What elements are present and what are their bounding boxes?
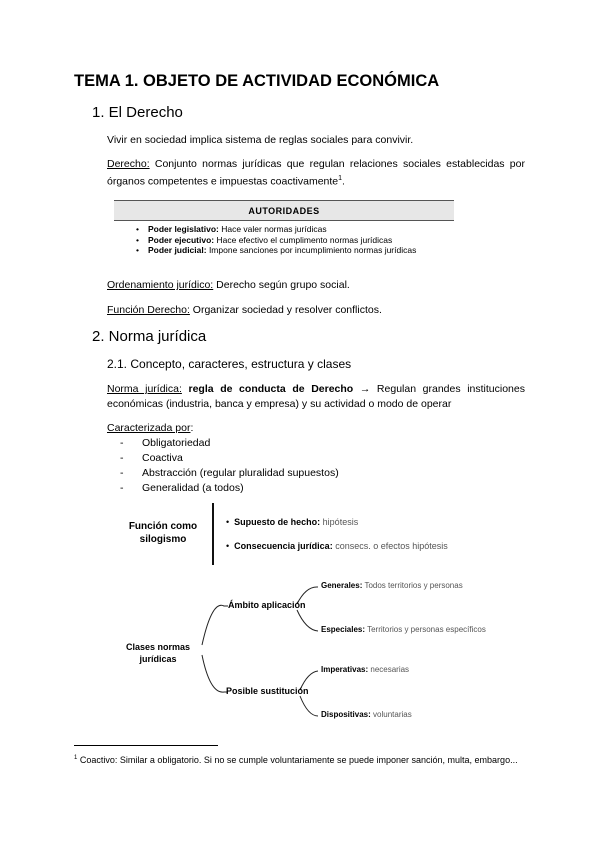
footnote-ref[interactable]: 1 (338, 174, 343, 182)
list-item: - Abstracción (regular pluralidad supuestos) (120, 466, 339, 481)
autoridad-term: Poder legislativo: (148, 224, 219, 234)
footnote (74, 752, 524, 767)
branch-ambito: Ámbito aplicación (228, 600, 306, 610)
leaf-generales (321, 581, 463, 590)
silogismo-label-line1: Función como (128, 521, 198, 532)
footnote-number: 1 (74, 755, 78, 761)
section-heading-derecho: 1. El Derecho (92, 104, 183, 121)
silogismo-term: Supuesto de hecho: (234, 517, 321, 527)
list-item: - Obligatoriedad (120, 436, 339, 451)
connector-ambito-especiales (297, 610, 318, 631)
norma-term: Norma jurídica: (107, 383, 182, 395)
connector-sustitucion-dispositivas (300, 696, 318, 716)
caracterizada-term: Caracterizada por (107, 422, 191, 434)
autoridad-term: Poder judicial: (148, 245, 207, 255)
autoridad-desc: Impone sanciones por incumplimiento normas jurídicas (206, 245, 417, 255)
funcion-term: Función Derecho: (107, 304, 190, 316)
page-title: TEMA 1. OBJETO DE ACTIVIDAD ECONÓMICA (74, 72, 440, 90)
subsection-heading: 2.1. Concepto, caracteres, estructura y clases (107, 357, 352, 371)
leaf-desc: Territorios y personas específicos (365, 625, 486, 634)
intro-paragraph: Vivir en sociedad implica sistema de reglas sociales para convivir. (107, 134, 414, 146)
silogismo-desc: hipótesis (320, 517, 359, 527)
leaf-desc: voluntarias (370, 710, 412, 719)
autoridad-desc: Hace valer normas jurídicas (218, 224, 327, 234)
leaf-especiales (321, 625, 486, 634)
leaf-desc: necesarias (368, 665, 410, 674)
leaf-desc: Todos territorios y personas (362, 581, 463, 590)
connector-root-ambito (202, 605, 228, 645)
leaf-imperativas (321, 665, 409, 674)
autoridad-desc: Hace efectivo el cumplimento normas jurídicas (214, 234, 393, 245)
list-item: - Coactiva (120, 451, 339, 466)
leaf-dispositivas (321, 710, 412, 719)
norma-bold: regla de conducta de Derecho (181, 383, 354, 395)
autoridad-term: Poder ejecutivo: (148, 234, 215, 245)
autoridades-header: AUTORIDADES (114, 200, 454, 221)
silogismo-label-line2: silogismo (139, 534, 187, 545)
list-item: - Generalidad (a todos) (120, 481, 339, 496)
caracterizada-colon: : (190, 422, 194, 434)
bullet-icon: • (226, 541, 235, 551)
leaf-term: Especiales: (321, 625, 366, 634)
leaf-term: Dispositivas: (321, 710, 371, 719)
clases-root (118, 641, 198, 665)
footnote-divider (74, 745, 218, 746)
silogismo-desc: consecs. o efectos hipótesis (332, 541, 448, 551)
section-heading-norma: 2. Norma jurídica (92, 328, 207, 345)
ordenamiento-term: Ordenamiento jurídico: (107, 279, 214, 291)
leaf-term: Imperativas: (321, 665, 369, 674)
footnote-text: Coactivo: Similar a obligatorio. Si no se cumple voluntariamente se puede imponer sanción, multa, embargo... (77, 755, 518, 765)
norma-text: → Regulan grandes instituciones económicas (industria, banca y empresa) y su actividad o modo de operar (107, 383, 525, 410)
clases-root-line1: Clases normas (125, 642, 191, 652)
leaf-term: Generales: (321, 581, 363, 590)
derecho-text: Conjunto normas jurídicas que regulan relaciones sociales establecidas por órganos competentes e impuestas coactivamente (107, 158, 525, 187)
funcion-text: Organizar sociedad y resolver conflictos. (189, 304, 382, 316)
bullet-icon: • (226, 517, 235, 527)
branch-sustitucion: Posible sustitución (226, 686, 309, 696)
silogismo-term: Consecuencia jurídica: (234, 541, 333, 551)
clases-root-line2: jurídicas (139, 654, 177, 664)
derecho-term: Derecho: (107, 158, 150, 170)
derecho-end: . (342, 175, 345, 187)
ordenamiento-text: Derecho según grupo social. (213, 279, 350, 291)
connector-root-sustitucion (202, 655, 228, 692)
